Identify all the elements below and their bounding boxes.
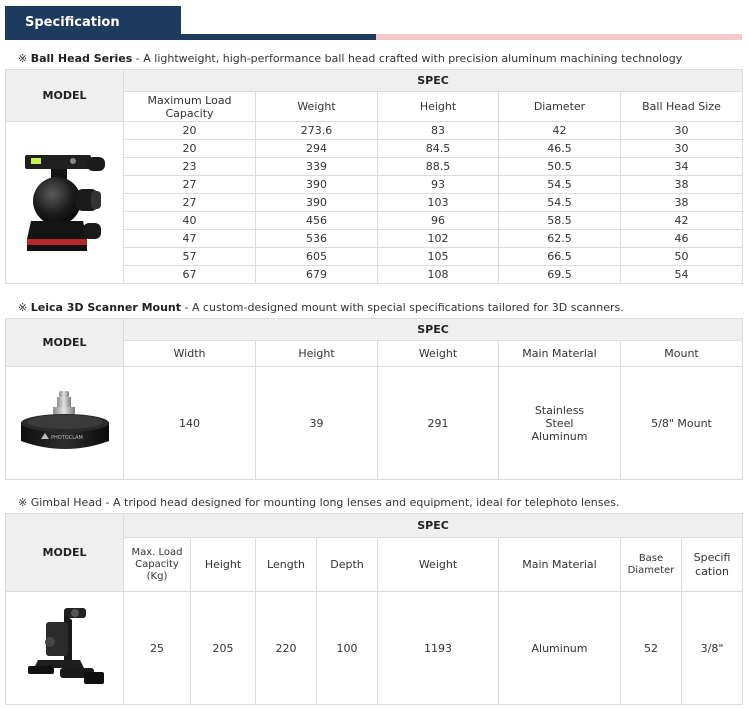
column-header-max-load: Max. Load Capacity (Kg) [124,538,191,592]
ball-head-description: - A lightweight, high-performance ball head crafted with precision aluminum machining technology [132,52,683,65]
ball-head-spec-table [5,69,743,284]
table-row [6,122,743,140]
cell-max-load: 27 [124,176,256,194]
cell-ball-head-size: 30 [621,122,743,140]
cell-weight: 605 [256,248,378,266]
cell-diameter: 46.5 [499,140,621,158]
column-header-height: Height [191,538,256,592]
cell-weight: 294 [256,140,378,158]
cell-height: 102 [378,230,499,248]
section-header [5,6,742,40]
column-header-ball-head-size: Ball Head Size [621,92,743,122]
cell-ball-head-size: 34 [621,158,743,176]
cell-max-load: 27 [124,194,256,212]
gimbal-head-image [20,602,110,692]
cell-depth: 100 [317,592,378,705]
cell-max-load: 23 [124,158,256,176]
cell-specification: 3/8" [682,592,743,705]
cell-height: 103 [378,194,499,212]
cell-height: 88.5 [378,158,499,176]
cell-height: 83 [378,122,499,140]
cell-main-material: Aluminum [499,592,621,705]
cell-weight: 390 [256,176,378,194]
cell-weight: 339 [256,158,378,176]
cell-ball-head-size: 50 [621,248,743,266]
cell-height: 93 [378,176,499,194]
cell-height: 96 [378,212,499,230]
model-header: MODEL [6,319,124,367]
cell-ball-head-size: 38 [621,194,743,212]
column-header-specification: Specification [682,538,743,592]
cell-max-load: 20 [124,140,256,158]
cell-height: 105 [378,248,499,266]
cell-height: 84.5 [378,140,499,158]
gimbal-caption [18,496,620,509]
cell-diameter: 42 [499,122,621,140]
cell-max-load: 25 [124,592,191,705]
cell-ball-head-size: 54 [621,266,743,284]
leica-description: - A custom-designed mount with special specifications tailored for 3D scanners. [181,301,624,314]
cell-height: 205 [191,592,256,705]
column-header-depth: Depth [317,538,378,592]
cell-weight: 536 [256,230,378,248]
cell-weight: 1193 [378,592,499,705]
spec-header: SPEC [124,319,743,341]
cell-mount: 5/8" Mount [621,367,743,480]
column-header-diameter: Diameter [499,92,621,122]
cell-weight: 273.6 [256,122,378,140]
cell-diameter: 50.5 [499,158,621,176]
column-header-main-material: Main Material [499,538,621,592]
cell-diameter: 54.5 [499,194,621,212]
reference-mark: ※ [18,301,28,314]
cell-max-load: 67 [124,266,256,284]
ball-head-title: Ball Head Series [30,52,133,65]
cell-max-load: 40 [124,212,256,230]
column-header-height: Height [256,341,378,367]
product-image-cell [6,122,124,284]
cell-max-load: 47 [124,230,256,248]
main-material-text: Stainless Steel Aluminum [531,403,588,443]
cell-weight: 456 [256,212,378,230]
cell-diameter: 62.5 [499,230,621,248]
page-title: Specification [5,6,181,40]
cell-main-material [499,367,621,480]
model-header: MODEL [6,70,124,122]
cell-height: 39 [256,367,378,480]
column-header-weight: Weight [378,538,499,592]
gimbal-spec-table [5,513,743,705]
cell-base-diameter: 52 [621,592,682,705]
ball-head-caption [18,52,682,65]
column-header-weight: Weight [256,92,378,122]
reference-mark: ※ [18,52,28,65]
gimbal-description: - A tripod head designed for mounting long lenses and equipment, ideal for telephoto lenses. [102,496,620,509]
table-row [6,592,743,705]
leica-spec-table [5,318,743,480]
cell-ball-head-size: 42 [621,212,743,230]
gimbal-title: Gimbal Head [30,496,103,509]
cell-diameter: 69.5 [499,266,621,284]
leica-caption [18,301,624,314]
column-header-mount: Mount [621,341,743,367]
cell-diameter: 54.5 [499,176,621,194]
product-image-cell [6,592,124,705]
column-header-max-load: Maximum Load Capacity [124,92,256,122]
cell-max-load: 20 [124,122,256,140]
scanner-mount-image [17,387,113,457]
column-header-weight: Weight [378,341,499,367]
brand-logo-text: PHOTOCLAM [50,434,83,441]
cell-width: 140 [124,367,256,480]
header-underline-dark [181,34,376,40]
table-row [6,367,743,480]
spec-header: SPEC [124,514,743,538]
cell-weight: 679 [256,266,378,284]
cell-length: 220 [256,592,317,705]
column-header-main-material: Main Material [499,341,621,367]
column-header-base-diameter: Base Diameter [621,538,682,592]
header-underline-pink [376,34,742,40]
cell-ball-head-size: 46 [621,230,743,248]
column-header-width: Width [124,341,256,367]
cell-weight: 390 [256,194,378,212]
model-header: MODEL [6,514,124,592]
cell-max-load: 57 [124,248,256,266]
cell-diameter: 58.5 [499,212,621,230]
cell-diameter: 66.5 [499,248,621,266]
cell-ball-head-size: 38 [621,176,743,194]
cell-weight: 291 [378,367,499,480]
cell-height: 108 [378,266,499,284]
product-image-cell [6,367,124,480]
leica-title: Leica 3D Scanner Mount [30,301,182,314]
reference-mark: ※ [18,496,28,509]
column-header-height: Height [378,92,499,122]
cell-ball-head-size: 30 [621,140,743,158]
spec-header: SPEC [124,70,743,92]
ball-head-image [17,141,113,261]
column-header-length: Length [256,538,317,592]
